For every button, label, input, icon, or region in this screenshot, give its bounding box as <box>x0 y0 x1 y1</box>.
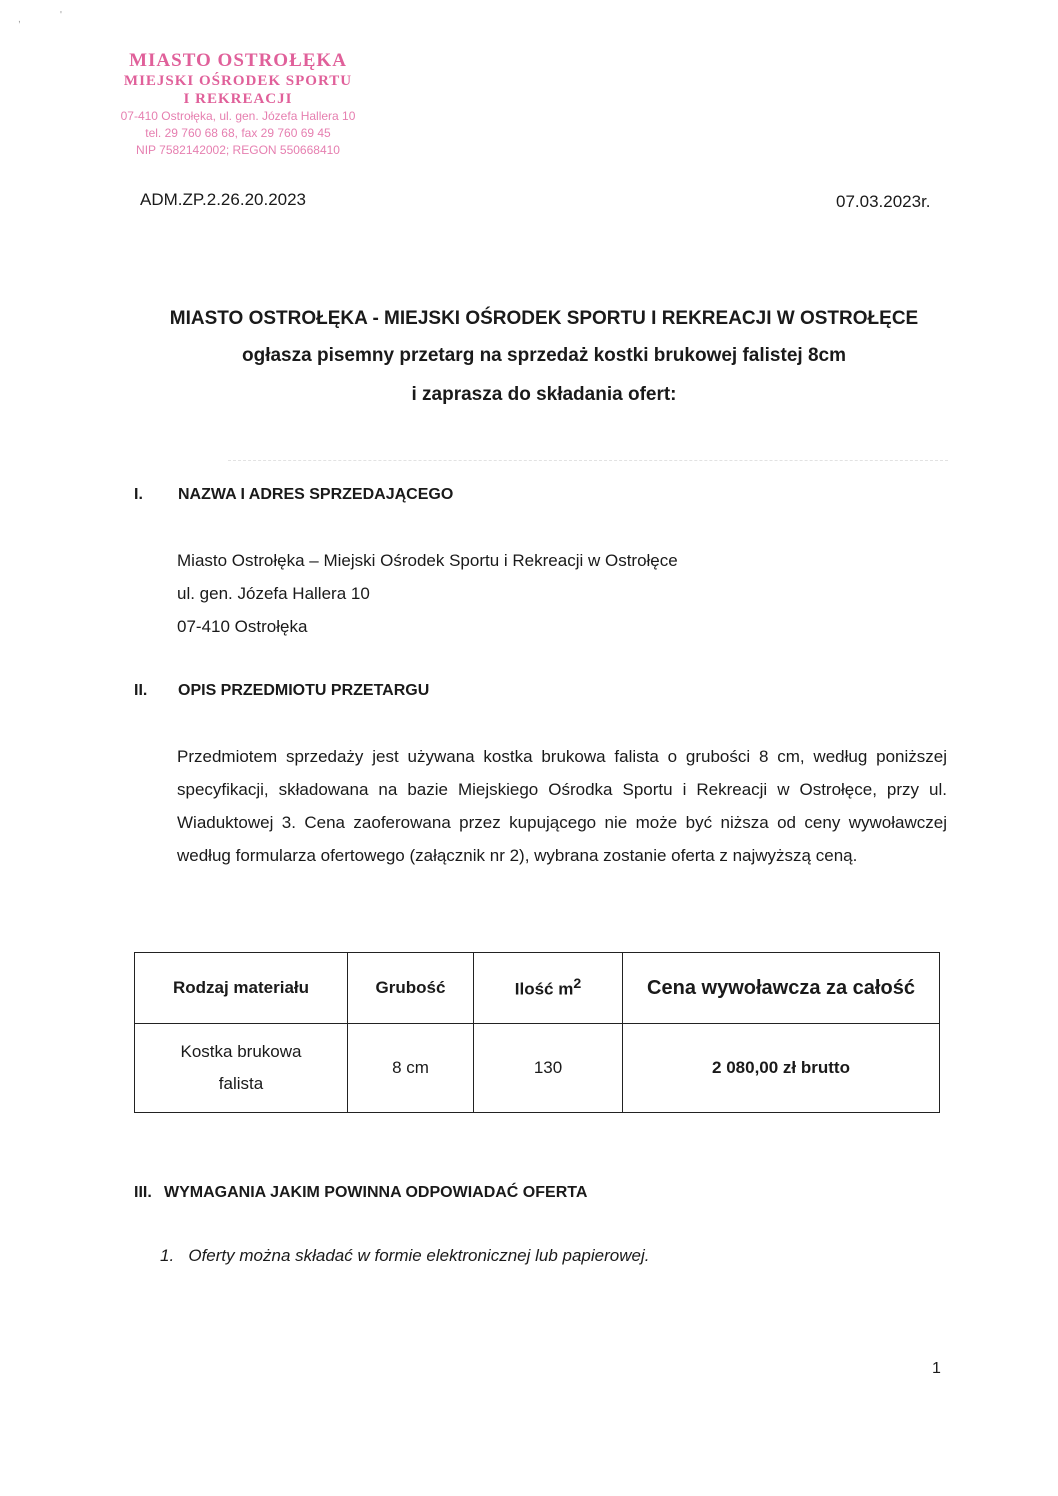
table-header: Grubość <box>348 953 474 1024</box>
scan-speck: ' <box>60 10 62 21</box>
headline: i zaprasza do składania ofert: <box>411 384 677 405</box>
stamp-line: I REKREACJI <box>183 91 293 107</box>
section-number: I. <box>134 486 143 503</box>
table-cell <box>135 1024 348 1113</box>
section-title: WYMAGANIA JAKIM POWINNA ODPOWIADAĆ OFERTA <box>164 1184 588 1201</box>
stamp-line: NIP 7582142002; REGON 550668410 <box>136 143 340 157</box>
superscript: 2 <box>573 976 582 993</box>
table-header <box>474 953 623 1024</box>
document-date: 07.03.2023r. <box>836 192 931 211</box>
table-row <box>135 1024 940 1113</box>
section-number: III. <box>134 1184 152 1201</box>
section-number: II. <box>134 682 148 699</box>
table-header: Rodzaj materiału <box>135 953 348 1024</box>
description-paragraph: Przedmiotem sprzedaży jest używana kostka brukowa falista o grubości 8 cm, według poniższej specyfikacji, składowana na bazie Miejskiego Ośrodka Sportu i Rekreacji w Ostrołęce, przy ul. Wiaduktowej 3. Cena zaoferowana przez kupującego nie może być niższa od ceny wywoławczej według formularza ofertowego (załącznik nr 2), wybrana zostanie oferta z najwyższą ceną. <box>177 747 947 865</box>
list-item <box>160 1246 649 1266</box>
page-number: 1 <box>932 1360 941 1377</box>
table-header-text: Ilość m <box>514 979 574 999</box>
cell-text: falista <box>218 1074 264 1093</box>
specification-table <box>134 952 940 1113</box>
institution-stamp <box>88 50 388 159</box>
seller-address-line: 07-410 Ostrołęka <box>177 617 308 636</box>
reference-number: ADM.ZP.2.26.20.2023 <box>140 190 307 209</box>
headline: ogłasza pisemny przetarg na sprzedaż kostki brukowej falistej 8cm <box>242 345 846 366</box>
section-title: NAZWA I ADRES SPRZEDAJĄCEGO <box>178 486 454 503</box>
stamp-line: MIEJSKI OŚRODEK SPORTU <box>123 73 353 89</box>
table-header: Cena wywoławcza za całość <box>623 953 940 1024</box>
section-title: OPIS PRZEDMIOTU PRZETARGU <box>178 682 430 699</box>
seller-address-line: Miasto Ostrołęka – Miejski Ośrodek Sportu i Rekreacji w Ostrołęce <box>177 551 678 570</box>
headline: MIASTO OSTROŁĘKA - MIEJSKI OŚRODEK SPORTU I REKREACJI W OSTROŁĘCE <box>169 308 919 329</box>
list-item-text: Oferty można składać w formie elektronicznej lub papierowej. <box>188 1246 650 1265</box>
stamp-line: MIASTO OSTROŁĘKA <box>129 50 347 71</box>
scan-speck: , <box>18 14 21 25</box>
table-header-row <box>135 953 940 1024</box>
stamp-line: tel. 29 760 68 68, fax 29 760 69 45 <box>145 126 331 140</box>
seller-address-line: ul. gen. Józefa Hallera 10 <box>177 584 370 603</box>
list-item-number: 1. <box>160 1246 175 1265</box>
table-cell: 130 <box>474 1024 623 1113</box>
cell-text: Kostka brukowa <box>180 1042 302 1061</box>
faint-divider <box>228 460 948 461</box>
table-cell: 2 080,00 zł brutto <box>623 1024 940 1113</box>
stamp-line: 07-410 Ostrołęka, ul. gen. Józefa Hallera 10 <box>120 109 356 123</box>
table-cell: 8 cm <box>348 1024 474 1113</box>
